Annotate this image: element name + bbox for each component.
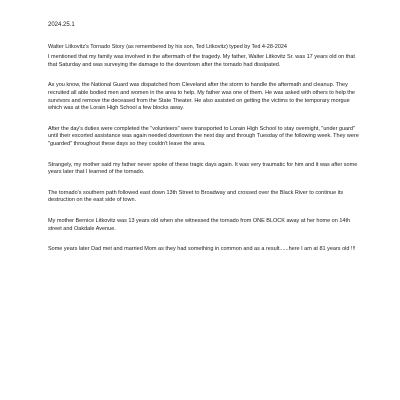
paragraph-5: The tornado's southern path followed east down 13th Street to Broadway and crossed over the Black River to continue its destruction on the east side of town. [48,189,344,204]
paragraph-7: Some years later Dad met and married Mom as they had something in common and as a result......here I am at 81 years old !!! [48,246,356,253]
paragraph-6: My mother Bernice Litkovitz was 13 years old when she witnessed the tornado from ONE BLOCK away at her home on 14th street and Oakdale Avenue. [48,217,351,232]
paragraph-1: I mentioned that my family was involved in the aftermath of the tragedy. My father, Walter Litkovitz Sr. was 17 years old on that that Saturday and was surveying the damage to the downtown after the tornado had dissipated. [48,54,355,68]
paragraph-3: After the day's duties were completed the "volunteers" were transported to Lorain High School to stay overnight, "under guard" until their escorted assistance was again needed downtown the next day and through Tuesday of the following week. They were "guarded" throughout these days so they couldn't leave the area. [48,125,359,147]
document-page [48,22,360,267]
document-title: Walter Litkovitz's Tornado Story (as remembered by his son, Ted Litkovitz) typed by Ted 4-28-2024 [48,43,287,50]
paragraph-2: As you know, the National Guard was dispatched from Cleveland after the storm to handle the aftermath and cleanup. They recruited all able bodied men and women in the area to help. My father was one of them. He was asked with others to help the survivors and remove the deceased from the State Theater. He also assisted on getting the victims to the temporary morgue which was at the Lorain High School a few blocks away. [48,82,355,112]
document-date: 2024.25.1 [48,22,75,28]
paragraph-4: Strangely, my mother said my father never spoke of these tragic days again. It was very traumatic for him and it was after some years later that I learned of the tornado. [48,161,358,176]
